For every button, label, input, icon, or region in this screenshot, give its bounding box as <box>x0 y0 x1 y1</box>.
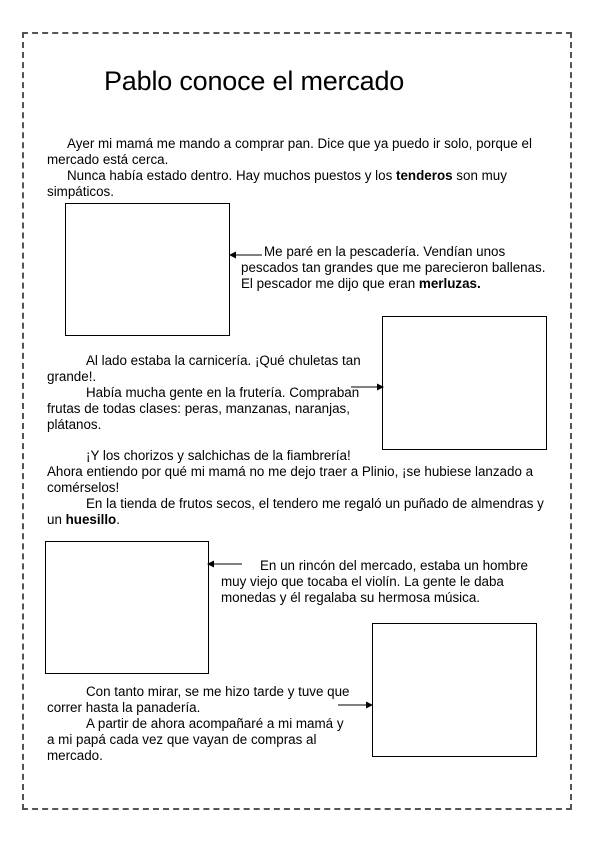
bold-word: huesillo <box>65 512 117 527</box>
story-line: Al lado estaba la carnicería. ¡Qué chuletas tan <box>86 353 361 368</box>
bold-word: merluzas. <box>418 276 481 291</box>
drawing-box <box>372 623 537 757</box>
story-line: Ahora entiendo por qué mi mamá no me dejo traer a Plinio, ¡se hubiese lanzado a <box>47 464 534 479</box>
drawing-box <box>382 316 547 450</box>
story-line: monedas y él regalaba su hermosa música. <box>221 590 481 605</box>
story-line: A partir de ahora acompañaré a mi mamá y <box>86 716 344 731</box>
story-line: frutas de todas clases: peras, manzanas, naranjas, <box>47 401 350 416</box>
story-line: Me paré en la pescadería. Vendían unos <box>264 244 506 259</box>
story-line: Había mucha gente en la frutería. Compraban <box>86 385 360 400</box>
bold-word: tenderos <box>396 168 453 183</box>
story-line: mercado está cerca. <box>47 152 169 167</box>
story-line: El pescador me dijo que eran merluzas. <box>241 276 481 291</box>
story-line: plátanos. <box>47 417 102 432</box>
story-line: En un rincón del mercado, estaba un hombre <box>260 558 528 573</box>
story-line: grande!. <box>47 369 97 384</box>
story-line: pescados tan grandes que me parecieron ballenas. <box>241 260 546 275</box>
story-line: comérselos! <box>47 480 120 495</box>
drawing-box <box>45 541 209 674</box>
story-line: ¡Y los chorizos y salchichas de la fiambrería! <box>86 448 351 463</box>
story-line: correr hasta la panadería. <box>47 700 201 715</box>
story-line: Nunca había estado dentro. Hay muchos puestos y los tenderos son muy <box>67 168 507 183</box>
story-line: un huesillo. <box>47 512 120 527</box>
drawing-box <box>65 203 230 336</box>
story-line: En la tienda de frutos secos, el tendero me regaló un puñado de almendras y <box>86 496 544 511</box>
story-line: Ayer mi mamá me mando a comprar pan. Dice que ya puedo ir solo, porque el <box>67 136 532 151</box>
arrow-left-icon <box>206 557 244 571</box>
story-line: mercado. <box>47 748 103 763</box>
story-line: muy viejo que tocaba el violín. La gente le daba <box>221 574 504 589</box>
story-line: Con tanto mirar, se me hizo tarde y tuve que <box>86 684 350 699</box>
page-title: Pablo conoce el mercado <box>104 66 405 96</box>
story-line: simpáticos. <box>47 184 114 199</box>
story-line: a mi papá cada vez que vayan de compras al <box>47 732 317 747</box>
